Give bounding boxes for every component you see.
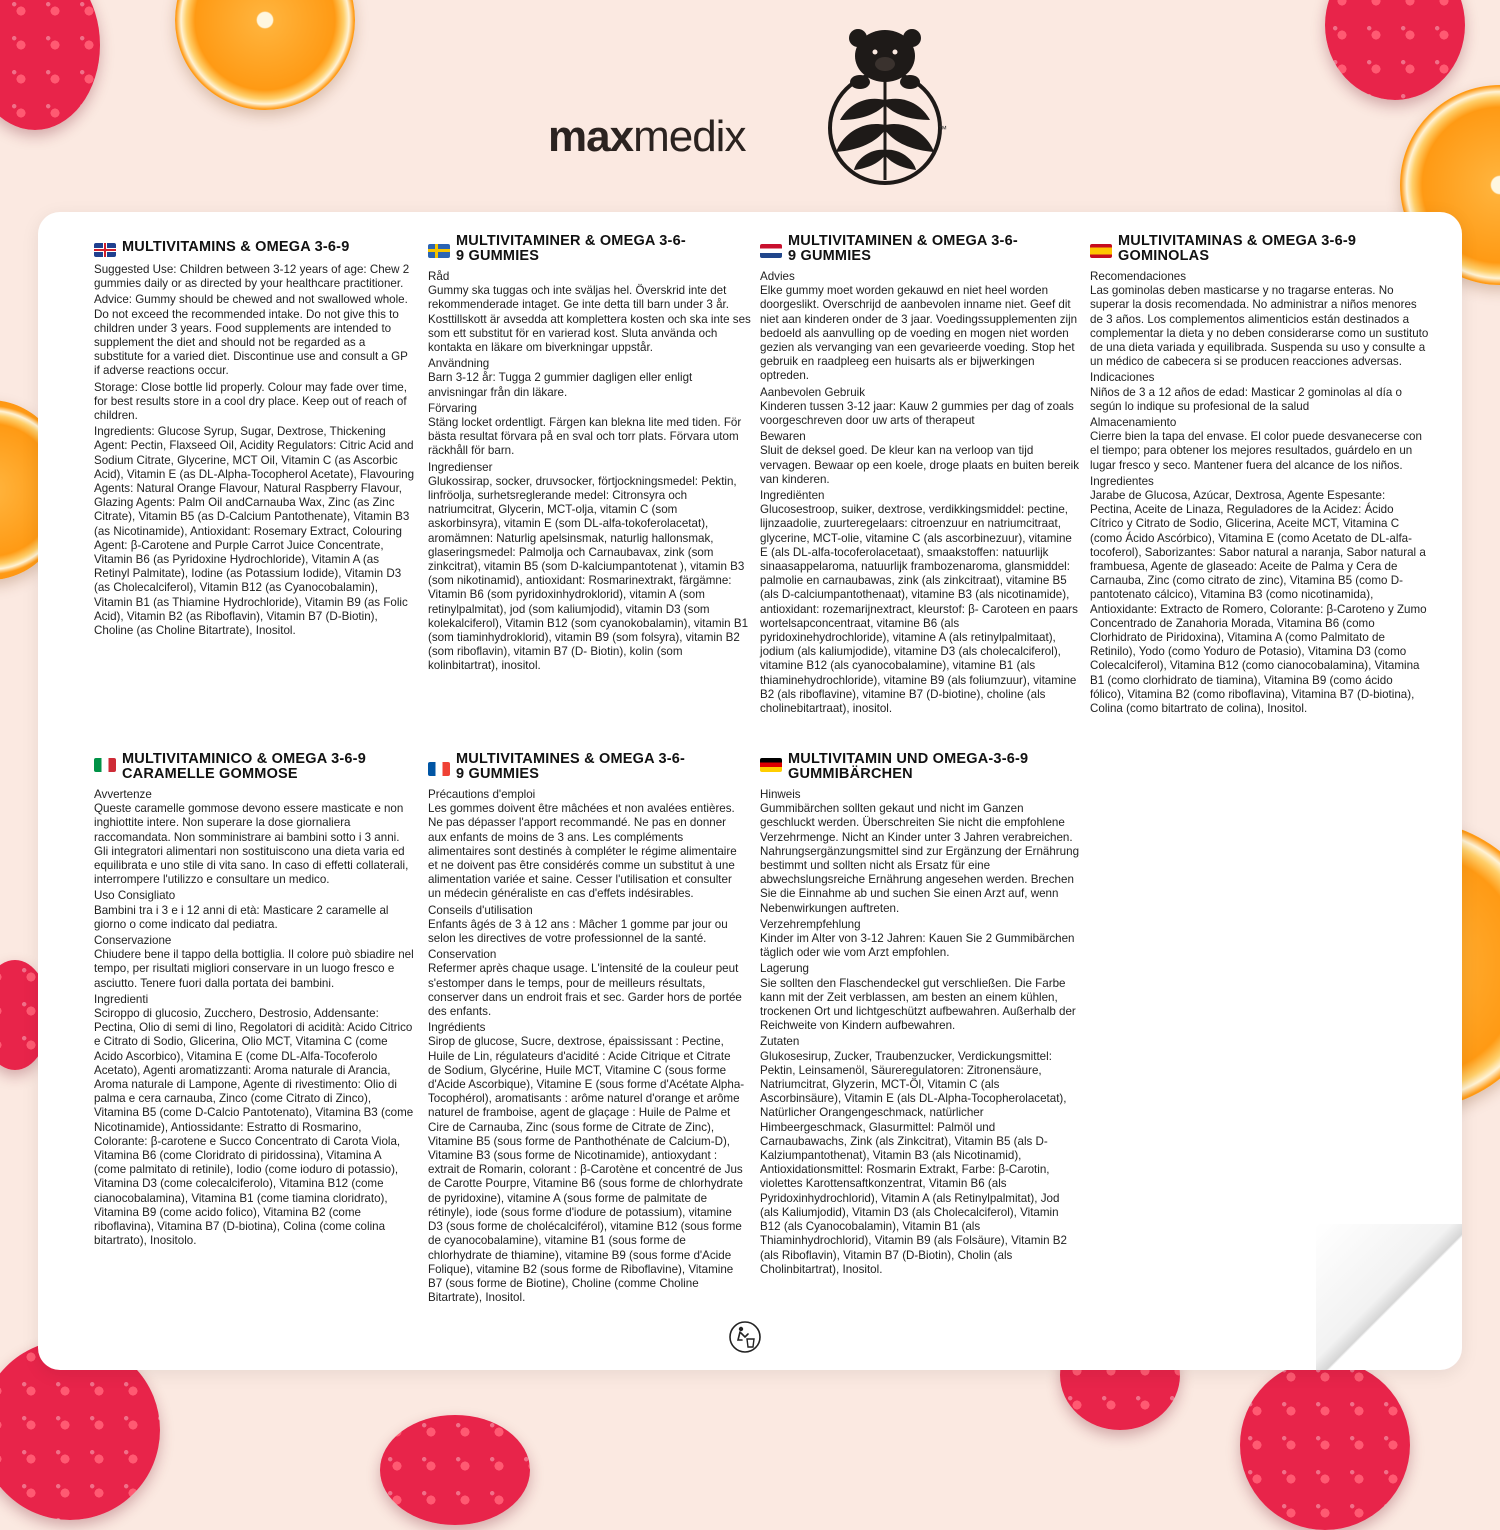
subheading: Ingredientes	[1090, 474, 1154, 488]
paragraph: Suggested Use: Children between 3-12 years of age: Chew 2 gummies daily or as directed by your healthcare practitioner.	[94, 263, 410, 291]
subheading: Aanbevolen Gebruik	[760, 385, 866, 399]
subheading: Précautions d'emploi	[428, 788, 536, 801]
subheading: Lagerung	[760, 962, 809, 976]
paragraph: Glucosestroop, suiker, dextrose, verdikkingsmiddel: pectine, lijnzaadolie, zuurteregelaars: citroenzuur en natriumcitraat, glycerine, MCT-olie, vitamine C (als ascorbinezuur), vitamine E (als DL-alfa-tocoferolacetaat), smaakstoffen: natuurlijk sinaasappelaroma, natuurlijk frambozenaroma, glansmiddel: palmolie en carnaubawas, zink (als zinkcitraat), vitamine B5 (als D-calciumpantothenaat), vitamine B3 (als nicotinamide), antioxidant: rozemarijnextract, kleurstof: β- Caroteen en paars wortelsapconcentraat, vitamine B6 (als pyridoxinehydrochloride), vitamine A (als retinylpalmitaat), jodium (als kaliumjodide), vitamine D3 (als cholecalciferol), vitamine B12 (als cyanocobalamine), vitamine B1 (als thiaminehydrochloride), vitamine B9 (als foliumzuur), vitamine B2 (als riboflavine), vitamine B7 (D-biotine), choline (als cholinebitartraat), inositol.	[760, 503, 1078, 716]
paragraph: Enfants âgés de 3 à 12 ans : Mâcher 1 gomme par jour ou selon les directives de votre professionnel de la santé.	[428, 917, 728, 946]
paragraph: Sciroppo di glucosio, Zucchero, Destrosio, Addensante: Pectina, Olio di semi di lino, Regolatori di acidità: Acido Citrico e Citrato di Sodio, Glicerina, Olio MCT, Vitamina C (come Acido Ascorbico), Vitamina E (come DL-Alfa-Tocoferolo Acetato), Agenti aromatizzanti: Aroma naturale di Arancia, Aroma naturale di Lampone, Agente di rivestimento: Olio di palma e cera carnauba, Zinco (come Citrato di Zinco), Vitamina B5 (come D-Calcio Pantotenato), Vitamina B3 (come Nicotinamide), Antiossidante: Estratto di Rosmarino, Colorante: β-carotene e Succo Concentrato di Carota Viola, Vitamina B6 (come Cloridrato di piridossina), Vitamina A (come palmitato di retinile), Iodio (come ioduro di potassio), Vitamina D3 (come colecalciferolo), Vitamina B12 (come cianocobalamina), Vitamina B1 (come tiamina cloridrato), Vitamina B9 (come acido folico), Vitamina B2 (come riboflavina), Vitamina B7 (D-biotina), Colina (come colina bitartrato), Inositolo.	[94, 1007, 414, 1248]
brand-wordmark: maxmedix	[548, 112, 746, 161]
subheading: Hinweis	[760, 788, 801, 801]
subheading: Råd	[428, 270, 450, 283]
paragraph: Barn 3-12 år: Tugga 2 gummier dagligen eller enligt anvisningar från din läkare.	[428, 371, 693, 399]
paragraph: Gummy ska tuggas och inte sväljas hel. Överskrid inte det rekommenderade intaget. Ge inte detta till barn under 3 år. Kosttillskott är avsedda att komplettera kosten och ska inte ses som ett substitut för en varierad kost. Sluta använda och kontakta en läkare om biverkningar uppstår.	[428, 284, 751, 355]
section-body	[94, 263, 416, 638]
section-french	[428, 752, 746, 1307]
subheading: Användning	[428, 357, 490, 371]
section-header	[428, 234, 753, 264]
bear-leaf-emblem-icon	[820, 20, 950, 190]
germany-flag-icon	[760, 758, 782, 772]
raspberry-decoration	[1240, 1360, 1410, 1530]
subheading: Indicaciones	[1090, 371, 1155, 385]
subheading: Verzehrempfehlung	[760, 917, 861, 931]
subheading: Recomendaciones	[1090, 270, 1187, 283]
trademark-symbol: ™	[938, 124, 947, 134]
label-card	[38, 212, 1462, 1370]
section-title: MULTIVITAMINAS & OMEGA 3-6-9 GOMINOLAS	[1118, 233, 1357, 264]
subheading: Conseils d'utilisation	[428, 903, 533, 917]
page-curl-decoration	[1316, 1224, 1462, 1370]
section-title: MULTIVITAMINICO & OMEGA 3-6-9 CARAMELLE GOMMOSE	[122, 751, 366, 782]
paragraph: Stäng locket ordentligt. Färgen kan blekna lite med tiden. För bästa resultat förvara på en sval och torr plats. Förvara utom räckhåll för barn.	[428, 416, 742, 458]
subheading: Ingrediënten	[760, 489, 825, 503]
paragraph: Niños de 3 a 12 años de edad: Masticar 2 gominolas al día o según lo indique su profesional de la salud	[1090, 385, 1402, 413]
paragraph: Kinderen tussen 3-12 jaar: Kauw 2 gummies per dag of zoals voorgeschreven door uw arts of therapeut	[760, 399, 1074, 428]
paragraph: Glukossirap, socker, druvsocker, förtjockningsmedel: Pektin, linfröolja, surhetsreglerande medel: Citronsyra och natriumcitrat, Glycerin, MCT-olja, vitamin C (som askorbinsyra), vitamin E (som DL-alfa-tokoferolacetat), aromämnen: Naturlig apelsinsmak, naturlig hallonsmak, glaseringsmedel: Palmolja och Carnaubavax, zink (som zinkcitrat), vitamin B5 (som D-kalciumpantotenat ), vitamin B3 (som nikotinamid), antioxidant: Rosmarinextrakt, färgämne: Vitamin B6 (som pyridoxinhydroklorid), vitamin A (som retinylpalmitat), jod (som kaliumjodid), vitamin D3 (som kolekalciferol), Vitamin B12 (som cyanokobalamin), vitamin B1 (som tiaminhydroklorid), vitamin B9 (som folsyra), vitamin B2 (som riboflavin), vitamin B7 (D- Biotin), kolin (som kolinbitartrat), inositol.	[428, 474, 749, 673]
spain-flag-icon	[1090, 244, 1112, 258]
subheading: Bewaren	[760, 430, 806, 444]
paragraph: Queste caramelle gommose devono essere masticate e non inghiottite intere. Non superare la dose giornaliera raccomandata. Non somministrare ai bambini sotto i 3 anni. Gli integratori alimentari non sostituiscono una dieta varia ed equilibrata e uno stile di vita sano. In caso di effetti collaterali, interrompere l'utilizzo e consultare un medico.	[94, 802, 409, 887]
paragraph: Kinder im Alter von 3-12 Jahren: Kauen Sie 2 Gummibärchen täglich oder wie vom Arzt empfohlen.	[760, 932, 1075, 960]
sweden-flag-icon	[428, 244, 450, 258]
paragraph: Les gommes doivent être mâchées et non avalées entières. Ne pas dépasser l'apport recommandé. Ne pas en donner aux enfants de moins de 3 ans. Les compléments alimentaires sont destinés à compléter le régime alimentaire et ne doivent pas être considérés comme un substitut à une alimentation variée et saine. Cesser l'utilisation et consulter un médecin généraliste en cas d'effets indésirables.	[428, 802, 737, 901]
subheading: Uso Consigliato	[94, 889, 176, 903]
paragraph: Jarabe de Glucosa, Azúcar, Dextrosa, Agente Espesante: Pectina, Aceite de Linaza, Reguladores de la Acidez: Ácido Cítrico y Citrato de Sodio, Glicerina, Aceite MCT, Vitamina C (como Ácido Ascórbico), Vitamina E (como Acetato de DL-alfa-tocoferol), Saborizantes: Sabor natural a naranja, Sabor natural a frambuesa, Agente de glaseado: Aceite de Palma y Cera de Carnauba, Zinc (como citrato de zinc), Vitamina B5 (como D-pantotenato cálcico), Vitamina B3 (como nicotinamida), Antioxidante: Extracto de Romero, Colorante: β-Caroteno y Zumo Concentrado de Zanahoria Morada, Vitamina B6 (como Clorhidrato de Piridoxina), Vitamina A (como Palmitato de Retinilo), Yodo (como Yoduro de Potasio), Vitamina D3 (como Colecalciferol), Vitamina B12 (como cianocobalamina), Vitamina B1 (como clorhidrato de tiamina), Vitamina B9 (como ácido fólico), Vitamina B2 (como riboflavina), Vitamina B7 (D-biotina), Colina (como bitartrato de colina), Inositol.	[1090, 489, 1427, 716]
paragraph: Cierre bien la tapa del envase. El color puede desvanecerse con el tiempo; para obtener los mejores resultados, guárdelo en un lugar fresco y seco. Mantener fuera del alcance de los niños.	[1090, 430, 1422, 472]
subheading: Almacenamiento	[1090, 416, 1177, 430]
subheading: Conservazione	[94, 934, 172, 948]
raspberry-decoration	[1325, 0, 1465, 100]
section-title: MULTIVITAMINER & OMEGA 3-6-9 GUMMIES	[456, 233, 686, 264]
subheading: Conservation	[428, 948, 497, 962]
uk-flag-icon	[94, 243, 116, 257]
section-german	[760, 752, 1080, 1279]
subheading: Förvaring	[428, 401, 477, 415]
section-header	[94, 240, 416, 257]
subheading: Ingrédients	[428, 1021, 486, 1035]
section-italian	[94, 752, 416, 1251]
italy-flag-icon	[94, 758, 116, 772]
section-dutch	[760, 234, 1080, 718]
subheading: Ingredienti	[94, 992, 149, 1006]
paragraph: Sluit de deksel goed. De kleur kan na verloop van tijd vervagen. Bewaar op een koele, droge plaats en buiten bereik van kinderen.	[760, 444, 1080, 486]
france-flag-icon	[428, 762, 450, 776]
paragraph: Refermer après chaque usage. L'intensité de la couleur peut s'estomper dans le temps, pour de meilleurs résultats, conserver dans un endroit frais et sec. Garder hors de portée des enfants.	[428, 962, 742, 1019]
paragraph: Storage: Close bottle lid properly. Colour may fade over time, for best results store in a cool dry place. Keep out of reach of children.	[94, 380, 407, 423]
paragraph: Gummibärchen sollten gekaut und nicht im Ganzen geschluckt werden. Überschreiten Sie nicht die empfohlene Verzehrmenge. Nicht an Kinder unter 3 Jahren verabreichen. Nahrungsergänzungsmittel sind zur Ergänzung der Ernährung bestimmt und sollten nicht als Ersatz für eine abwechslungsreiche Ernährung angesehen werden. Brechen Sie die Einnahme ab und suchen Sie einen Arzt auf, wenn Nebenwirkungen auftreten.	[760, 802, 1080, 915]
subheading: Advies	[760, 270, 795, 283]
section-title: MULTIVITAMINS & OMEGA 3-6-9	[122, 239, 350, 255]
section-body	[1090, 270, 1430, 716]
section-swedish	[428, 234, 753, 676]
subheading: Zutaten	[760, 1035, 800, 1049]
section-header	[760, 234, 1080, 264]
section-body	[428, 788, 746, 1305]
raspberry-decoration	[0, 0, 100, 130]
section-english	[94, 240, 416, 640]
raspberry-decoration	[380, 1415, 530, 1525]
paragraph: Sie sollten den Flaschendeckel gut verschließen. Die Farbe kann mit der Zeit verblassen, am besten an einem kühlen, trockenen Ort und lichtgeschützt aufbewahren. Außerhalb der Reichweite von Kindern aufbewahren.	[760, 976, 1076, 1033]
section-body	[428, 270, 753, 674]
paragraph: Glukosesirup, Zucker, Traubenzucker, Verdickungsmittel: Pektin, Leinsamenöl, Säureregulatoren: Zitronensäure, Natriumcitrat, Glyzerin, MCT-Öl, Vitamin C (als Ascorbinsäure), Vitamin E (als DL-Alpha-Tocopherolacetat), Natürlicher Orangengeschmack, natürlicher Himbeergeschmack, Glasurmittel: Palmöl und Carnaubawachs, Zink (als Zinkcitrat), Vitamin B5 (als D-Kalziumpantothenat), Vitamin B3 (als Nicotinamid), Antioxidationsmittel: Rosmarin Extrakt, Farbe: β-Carotin, violettes Karottensaftkonzentrat, Vitamin B6 (als Pyridoxinhydrochlorid), Vitamin A (als Retinylpalmitat), Jod (als Kaliumjodid), Vitamin D3 (als Cholecalciferol), Vitamin B12 (als Cyanocobalamin), Vitamin B1 (als Thiaminhydrochlorid), Vitamin B9 (als Folsäure), Vitamin B2 (als Riboflavin), Vitamin B7 (D-Biotin), Cholin (als Cholinbitartrat), Inositol.	[760, 1049, 1067, 1276]
paragraph: Chiudere bene il tappo della bottiglia. Il colore può sbiadire nel tempo, per risultati migliori conservare in un luogo fresco e asciutto. Tenere fuori dalla portata dei bambini.	[94, 948, 414, 990]
subheading: Avvertenze	[94, 788, 152, 801]
paragraph: Advice: Gummy should be chewed and not swallowed whole. Do not exceed the recommended intake. Do not give this to children under 3 years. Food supplements are intended to supplement the diet and should not be regarded as a substitute for a varied diet. Discontinue use and consult a GP if adverse reactions occur.	[94, 293, 408, 378]
section-spanish	[1090, 234, 1430, 718]
brand-logo	[548, 20, 968, 200]
section-body	[94, 788, 416, 1249]
section-body	[760, 788, 1080, 1277]
section-title: MULTIVITAMINEN & OMEGA 3-6-9 GUMMIES	[788, 233, 1018, 264]
section-header	[428, 752, 746, 782]
orange-slice-decoration	[175, 0, 355, 110]
section-title: MULTIVITAMINES & OMEGA 3-6-9 GUMMIES	[456, 751, 686, 782]
paragraph: Las gominolas deben masticarse y no tragarse enteras. No superar la dosis recomendada. No administrar a niños menores de 3 años. Los complementos alimenticios están destinados a complementar la dieta y no deben considerarse como un sustituto de una dieta variada y equilibrada. Suspenda su uso y consulte a un médico de cabecera si se producen reacciones adversas.	[1090, 284, 1429, 369]
paragraph: Ingredients: Glucose Syrup, Sugar, Dextrose, Thickening Agent: Pectin, Flaxseed Oil, Acidity Regulators: Citric Acid and Sodium Citrate, Glycerine, MCT Oil, Vitamin C (as Ascorbic Acid), Vitamin E (as DL-Alpha-Tocopherol Acetate), Flavouring Agents: Natural Orange Flavour, Natural Raspberry Flavour, Glazing Agents: Palm Oil andCarnauba Wax, Zinc (as Zinc Citrate), Vitamin B5 (as D-Calcium Pantothenate), Vitamin B3 (as Nicotinamide), Antioxidant: Rosemary Extract, Colouring Agent: β-Carotene and Purple Carrot Juice Concentrate, Vitamin B6 (as Pyridoxine Hydrochloride), Vitamin A (as Retinyl Palmitate), Iodine (as Potassium Iodide), Vitamin D3 (as Cholecalciferol), Vitamin B12 (as Cyanocobalamin), Vitamin B1 (as Thiamine Hydrochloride), Vitamin B9 (as Folic Acid), Vitamin B2 (as Riboflavin), Vitamin B7 (D-Biotin), Choline (as Choline Bitartrate), Inositol.	[94, 425, 415, 638]
section-header	[94, 752, 416, 782]
netherlands-flag-icon	[760, 244, 782, 258]
section-title: MULTIVITAMIN UND OMEGA-3-6-9 GUMMIBÄRCHEN	[788, 751, 1029, 782]
recycling-bin-icon	[728, 1320, 762, 1354]
section-header	[760, 752, 1080, 782]
paragraph: Elke gummy moet worden gekauwd en niet heel worden doorgeslikt. Overschrijd de aanbevolen inname niet. Geef dit niet aan kinderen onder de 3 jaar. Voedingssupplementen zijn bedoeld als aanvulling op de voeding en mogen niet worden gezien als vervanging van een gevarieerde voeding. Stop het gebruik en raadpleeg een huisarts als er bijwerkingen optreden.	[760, 284, 1078, 383]
paragraph: Sirop de glucose, Sucre, dextrose, épaississant : Pectine, Huile de Lin, régulateurs d'acidité : Acide Citrique et Citrate de Sodium, Glycérine, Huile MCT, Vitamine C (sous forme d'Acide Ascorbique), Vitamine E (sous forme d'Acétate Alpha-Tocophérol), aromatisants : arôme naturel d'orange et arôme naturel de framboise, agent de glaçage : Huile de Palme et Cire de Carnauba, Zinc (sous forme de Citrate de Zinc), Vitamine B5 (sous forme de Panthothénate de Calcium-D), Vitamine B3 (sous forme de Nicotinamide), antioxydant : extrait de Romarin, colorant : β-Carotène et concentré de Jus de Carotte Pourpre, Vitamine B6 (sous forme de chlorhydrate de pyridoxine), vitamine A (sous forme de palmitate de rétinyle), iode (sous forme d'iodure de potassium), vitamine D3 (sous forme de cholécalciférol), vitamine B12 (sous forme de cyanocobalamine), vitamine B1 (sous forme de chlorhydrate de thiamine), vitamine B9 (sous forme d'Acide Folique), vitamine B2 (sous forme de Riboflavine), Vitamine B7 (sous forme de Biotine), Choline (comme Choline Bitartrate), Inositol.	[428, 1035, 745, 1305]
paragraph: Bambini tra i 3 e i 12 anni di età: Masticare 2 caramelle al giorno o come indicato dal pediatra.	[94, 903, 389, 931]
section-header	[1090, 234, 1430, 264]
subheading: Ingredienser	[428, 460, 493, 474]
section-body	[760, 270, 1080, 716]
